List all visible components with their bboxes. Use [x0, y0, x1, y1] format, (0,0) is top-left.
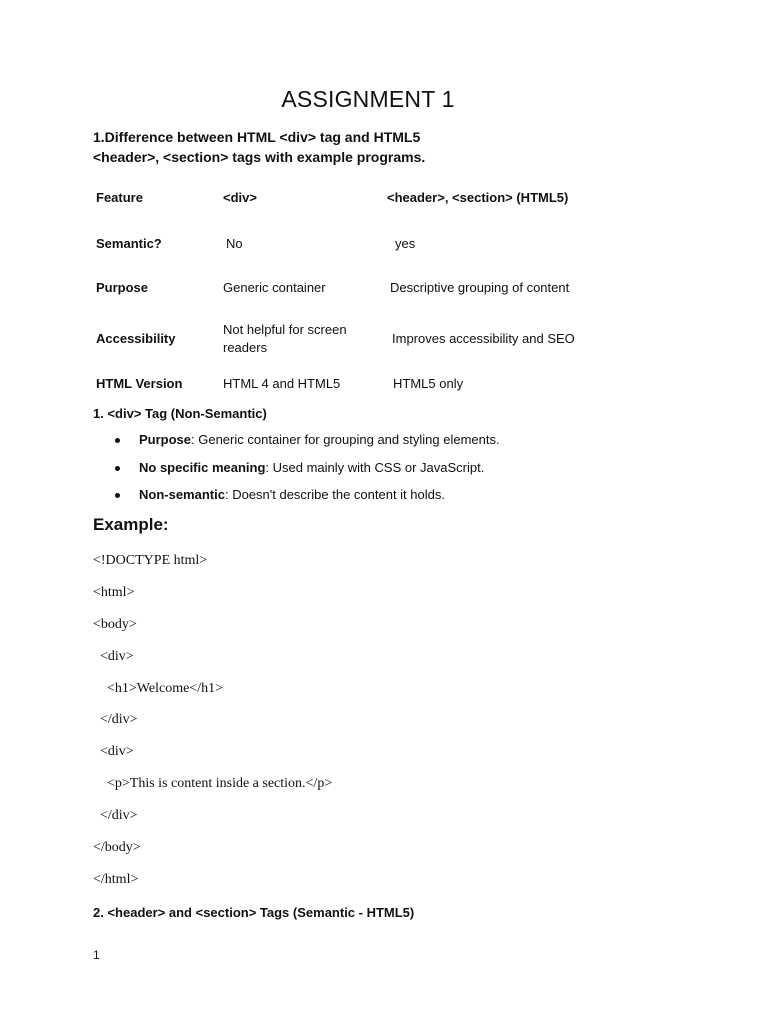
bullet-text: : Used mainly with CSS or JavaScript.	[265, 459, 485, 475]
bullet-term: Non-semantic	[139, 487, 225, 502]
table-header-feature: Feature	[96, 190, 143, 205]
table-cell-html5: Descriptive grouping of content	[390, 280, 570, 295]
table-cell-html5: yes	[395, 236, 416, 251]
code-line: </html>	[93, 872, 139, 887]
code-line: </div>	[93, 808, 138, 823]
question-line-2: <header>, <section> tags with example programs.	[93, 148, 426, 165]
table-cell-div: No	[226, 236, 243, 251]
code-line: <body>	[93, 617, 137, 632]
section2-heading: 2. <header> and <section> Tags (Semantic - HTML5)	[93, 905, 415, 920]
list-item	[115, 431, 500, 459]
table-cell-div: Not helpful for screen readers	[223, 322, 347, 355]
code-line: <p>This is content inside a section.</p>	[93, 776, 333, 791]
bullet-icon	[115, 493, 120, 498]
bullet-text: : Doesn't describe the content it holds.	[224, 487, 445, 502]
bullet-term: No specific meaning	[139, 459, 266, 475]
list-item	[115, 486, 500, 514]
code-line: </body>	[93, 840, 141, 855]
document-title: ASSIGNMENT 1	[281, 86, 455, 112]
bullet-icon	[115, 438, 120, 443]
question-heading	[93, 128, 533, 167]
section1-bullet-list	[115, 431, 500, 514]
page-number: 1	[93, 948, 100, 962]
table-cell-feature: HTML Version	[96, 376, 183, 391]
code-line: <div>	[93, 744, 134, 759]
bullet-text: : Generic container for grouping and styling elements.	[191, 432, 500, 447]
table-header-html5: <header>, <section> (HTML5)	[387, 190, 569, 205]
example-heading: Example:	[93, 515, 169, 534]
code-line: <div>	[93, 649, 134, 664]
table-cell-feature: Semantic?	[96, 236, 162, 251]
bullet-term: Purpose	[139, 432, 192, 447]
table-cell-html5: HTML5 only	[393, 376, 464, 391]
table-cell-feature: Purpose	[96, 280, 149, 295]
table-cell-html5: Improves accessibility and SEO	[392, 331, 575, 346]
code-line: <html>	[93, 585, 135, 600]
code-line: </div>	[93, 712, 138, 727]
code-line: <!DOCTYPE html>	[93, 553, 208, 568]
question-line-1: 1.Difference between HTML <div> tag and HTML5	[93, 129, 421, 145]
table-cell-feature: Accessibility	[96, 331, 176, 346]
code-line: <h1>Welcome</h1>	[93, 681, 223, 696]
list-item	[115, 459, 500, 487]
table-header-div: <div>	[223, 190, 257, 205]
section1-heading: 1. <div> Tag (Non-Semantic)	[93, 406, 267, 421]
table-cell-div: HTML 4 and HTML5	[223, 376, 341, 391]
table-cell-div: Generic container	[223, 280, 326, 295]
bullet-icon	[115, 466, 120, 471]
